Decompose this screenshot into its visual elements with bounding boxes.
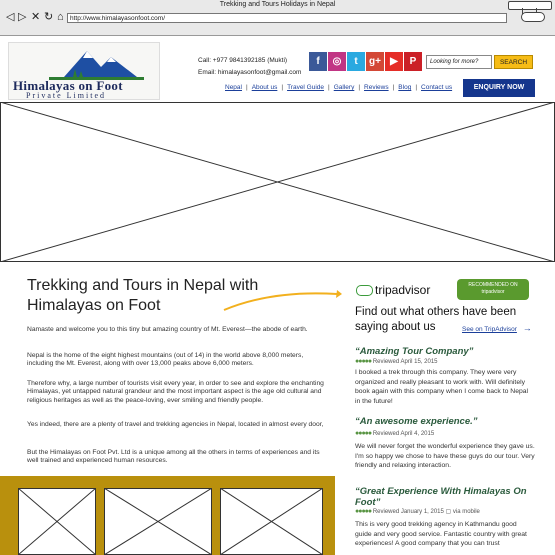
window-title: Trekking and Tours Holidays in Nepal — [219, 1, 336, 8]
rating-dots-icon: ●●●●● — [355, 358, 372, 365]
review-body: I booked a trek through this company. They were very organized and really pleasant to work with. Will definitely book again with this company when I come back to Nepal in the future! — [355, 369, 529, 405]
nav-link-blog[interactable]: Blog — [398, 84, 412, 91]
search-input[interactable]: Looking for more? — [426, 55, 492, 69]
gallery-image-placeholder[interactable] — [18, 488, 96, 555]
nav-link-contact-us[interactable]: Contact us — [421, 84, 453, 91]
owl-icon — [356, 285, 373, 296]
gallery-image-placeholder[interactable] — [220, 488, 323, 555]
rating-dots-icon: ●●●●● — [355, 508, 372, 515]
contact-info — [198, 55, 301, 79]
nav-link-about-us[interactable]: About us — [251, 84, 278, 91]
nav-separator: | — [245, 84, 248, 91]
home-icon[interactable]: ⌂ — [57, 11, 64, 23]
twitter-icon[interactable]: t — [347, 52, 365, 71]
arrow-right-icon: → — [522, 323, 532, 333]
enquiry-button[interactable]: ENQUIRY NOW — [463, 79, 535, 97]
mountain-logo-icon — [9, 43, 161, 83]
search-button[interactable]: SEARCH — [494, 55, 533, 69]
google-plus-icon[interactable]: g+ — [366, 52, 384, 71]
phone-text: Call: +977 9841392185 (Mukti) — [198, 57, 288, 64]
reload-icon[interactable]: ↻ — [44, 11, 54, 23]
main-title: Trekking and Tours in Nepal with Himalayas on Foot — [27, 277, 259, 314]
close-icon[interactable]: ✕ — [31, 11, 41, 23]
logo-subtitle: Private Limited — [26, 91, 106, 100]
review-title[interactable]: “Amazing Tour Company” — [355, 346, 474, 357]
email-text: Email: himalayasonfoot@gmail.com — [198, 69, 302, 76]
banner-image-placeholder — [0, 102, 555, 262]
nav-link-nepal[interactable]: Nepal — [225, 84, 242, 91]
nav-separator: | — [415, 84, 418, 91]
review-body: We will never forget the wonderful experience they gave us. I'm so happy we chose to have these guys do our tour. Very friendly and relaxing interaction. — [355, 443, 535, 469]
see-on-tripadvisor-link[interactable] — [462, 323, 532, 333]
review-title[interactable]: “An awesome experience.” — [355, 416, 478, 427]
nav-link-reviews[interactable]: Reviews — [364, 84, 389, 91]
nav-separator: | — [358, 84, 361, 91]
review-meta: Reviewed April 4, 2015 — [372, 431, 435, 437]
review-meta: Reviewed January 1, 2015 ▢ via mobile — [372, 509, 480, 515]
nav-separator: | — [281, 84, 284, 91]
logo-name: Himalayas on Foot — [13, 78, 123, 93]
review-rating — [355, 430, 434, 437]
facebook-icon[interactable]: f — [309, 52, 327, 71]
review-title[interactable]: “Great Experience With Himalayas On Foot” — [355, 486, 527, 508]
review-meta: Reviewed April 15, 2015 — [372, 359, 438, 365]
gallery-image-placeholder[interactable] — [104, 488, 212, 555]
tripadvisor-logo[interactable] — [356, 283, 430, 297]
pinterest-icon[interactable]: P — [404, 52, 422, 71]
review-rating — [355, 508, 480, 515]
body-paragraph: Nepal is the home of the eight highest mountains (out of 14) in the world above 8,000 meters, including the Mt. Everest, along with over 13,000 peaks above 6,000 meters. — [27, 352, 304, 368]
rating-dots-icon: ●●●●● — [355, 430, 372, 437]
youtube-icon[interactable]: ▶ — [385, 52, 403, 71]
see-link-label: See on TripAdvisor — [462, 326, 517, 333]
forward-icon[interactable]: ▷ — [18, 11, 27, 23]
nav-link-travel-guide[interactable]: Travel Guide — [287, 84, 325, 91]
body-paragraph: Yes indeed, there are a plenty of travel and trekking agencies in Nepal, located in almost every door, — [27, 421, 324, 428]
back-icon[interactable]: ◁ — [6, 11, 15, 23]
arrow-icon — [222, 284, 342, 314]
nav-separator: | — [392, 84, 395, 91]
intro-paragraph: Namaste and welcome you to this tiny but amazing country of Mt. Everest—the abode of earth. — [27, 326, 308, 333]
tripadvisor-badge[interactable]: RECOMMENDED ON tripadvisor — [457, 279, 529, 300]
tripadvisor-wordmark: tripadvisor — [375, 283, 431, 297]
url-bar[interactable]: http://www.himalayasonfoot.com/ — [67, 13, 507, 23]
window-controls[interactable] — [508, 1, 552, 10]
review-rating — [355, 358, 438, 365]
body-paragraph: Therefore why, a large number of tourists visit every year, in order to see and explore the enchanting Himalayas, yet untapped natural grandeur and the most important aspect is the age old cultural and religious heritages as well as the peace-loving, ever smiling and friendly people. — [27, 380, 324, 404]
nav-separator: | — [328, 84, 330, 91]
instagram-icon[interactable]: ◎ — [328, 52, 346, 71]
review-body: This is very good trekking agency in Kathmandu good guide and very good service. Fantastic country with great experiences! A good company that you can trust — [355, 521, 527, 547]
body-paragraph: But the Himalayas on Foot Pvt. Ltd is a unique among all the others in terms of experiences and its well trained and experienced human resources. — [27, 449, 320, 465]
nav-link-gallery[interactable]: Gallery — [333, 84, 355, 91]
reviews-heading: Find out what others have been saying about us — [355, 306, 517, 333]
main-nav — [223, 84, 454, 91]
menu-icon[interactable] — [521, 12, 545, 22]
